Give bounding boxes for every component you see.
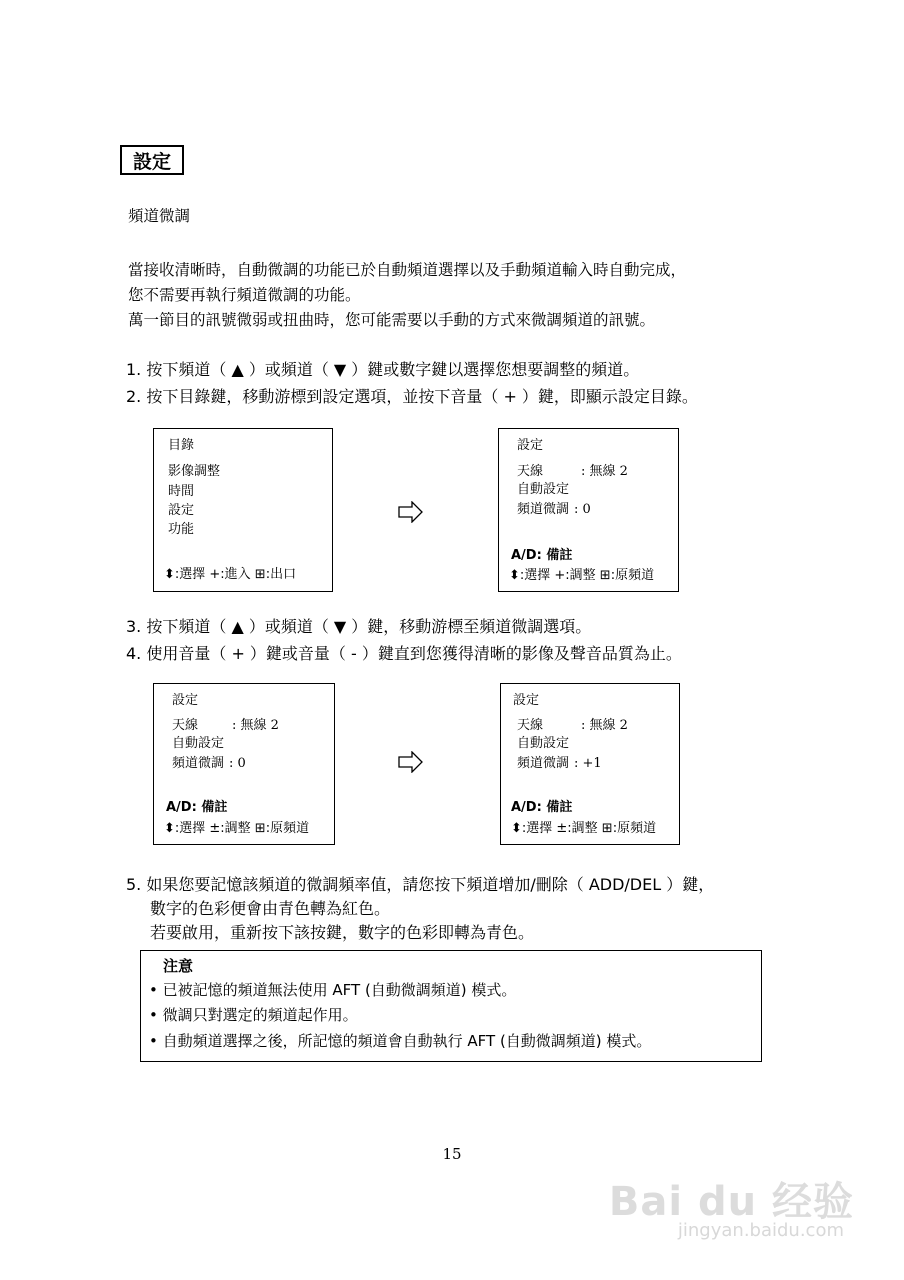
- note-item-1: • 已被記憶的頻道無法使用 AFT (自動微調頻道) 模式。: [149, 981, 517, 999]
- menu-item-picture: 影像調整: [168, 464, 221, 479]
- note-item-2: • 微調只對選定的頻道起作用。: [149, 1006, 358, 1024]
- menu-footer: ⬍:選擇 +:進入 ⊞:出口: [164, 567, 297, 582]
- fine-tune-label: 頻道微調: [172, 756, 225, 771]
- fine-tune-value: : +1: [574, 756, 602, 771]
- auto-setup: 自動設定: [172, 736, 225, 751]
- watermark-brand: Bai du 经验: [608, 1179, 854, 1225]
- menu-footer: ⬍:選擇 ±:調整 ⊞:原頻道: [164, 821, 310, 836]
- auto-setup: 自動設定: [517, 736, 570, 751]
- antenna-label: 天線: [517, 718, 544, 733]
- ad-note: A/D: 備註: [511, 548, 573, 563]
- auto-setup: 自動設定: [517, 482, 570, 497]
- fine-tune-label: 頻道微調: [517, 756, 570, 771]
- antenna-value: : 無線 2: [232, 718, 279, 733]
- section-title: 設定: [120, 145, 184, 175]
- step-4: 4. 使用音量（ + ）鍵或音量（ - ）鍵直到您獲得清晰的影像及聲音品質為止。: [126, 644, 682, 663]
- menu-title: 設定: [513, 693, 540, 708]
- antenna-value: : 無線 2: [581, 718, 628, 733]
- menu-item-time: 時間: [168, 484, 195, 499]
- fine-tune-value: : 0: [229, 756, 246, 771]
- step-2: 2. 按下目錄鍵，移動游標到設定選項，並按下音量（ + ）鍵，即顯示設定目錄。: [126, 387, 698, 406]
- note-box: [140, 950, 762, 1062]
- antenna-label: 天線: [517, 464, 544, 479]
- step-5-line-2: 數字的色彩便會由青色轉為紅色。: [150, 899, 391, 918]
- menu-item-setup: 設定: [168, 503, 195, 518]
- menu-title: 設定: [172, 693, 199, 708]
- step-1: 1. 按下頻道（ ▲ ）或頻道（ ▼ ）鍵或數字鍵以選擇您想要調整的頻道。: [126, 360, 640, 379]
- menu-setup-c: [500, 683, 680, 845]
- menu-setup-a: [498, 428, 679, 592]
- subheading: 頻道微調: [128, 207, 191, 225]
- ad-note: A/D: 備註: [166, 800, 228, 815]
- menu-footer: ⬍:選擇 +:調整 ⊞:原頻道: [509, 568, 655, 583]
- fine-tune-value: : 0: [574, 502, 591, 517]
- watermark-url: jingyan.baidu.com: [677, 1220, 844, 1241]
- page-number: 15: [442, 1145, 462, 1163]
- menu-footer: ⬍:選擇 ±:調整 ⊞:原頻道: [511, 821, 657, 836]
- step-5-line-3: 若要啟用，重新按下該按鍵，數字的色彩即轉為青色。: [150, 923, 535, 942]
- note-title: 注意: [163, 957, 194, 975]
- right-arrow-icon: [398, 751, 424, 773]
- intro-line-1: 當接收清晰時，自動微調的功能已於自動頻道選擇以及手動頻道輸入時自動完成，: [128, 261, 687, 279]
- note-item-3: • 自動頻道選擇之後，所記憶的頻道會自動執行 AFT (自動微調頻道) 模式。: [149, 1032, 652, 1050]
- right-arrow-icon: [398, 501, 424, 523]
- menu-directory: [153, 428, 333, 592]
- ad-note: A/D: 備註: [511, 800, 573, 815]
- menu-title: 目錄: [168, 438, 195, 453]
- menu-title: 設定: [517, 438, 544, 453]
- step-3: 3. 按下頻道（ ▲ ）或頻道（ ▼ ）鍵，移動游標至頻道微調選項。: [126, 617, 592, 636]
- antenna-label: 天線: [172, 718, 199, 733]
- step-5-line-1: 5. 如果您要記憶該頻道的微調頻率值，請您按下頻道增加/刪除（ ADD/DEL ）鍵，: [126, 875, 715, 894]
- intro-line-3: 萬一節目的訊號微弱或扭曲時，您可能需要以手動的方式來微調頻道的訊號。: [128, 311, 656, 329]
- intro-line-2: 您不需要再執行頻道微調的功能。: [128, 286, 361, 304]
- menu-item-function: 功能: [168, 522, 195, 537]
- menu-setup-b: [153, 683, 335, 845]
- fine-tune-label: 頻道微調: [517, 502, 570, 517]
- antenna-value: : 無線 2: [581, 464, 628, 479]
